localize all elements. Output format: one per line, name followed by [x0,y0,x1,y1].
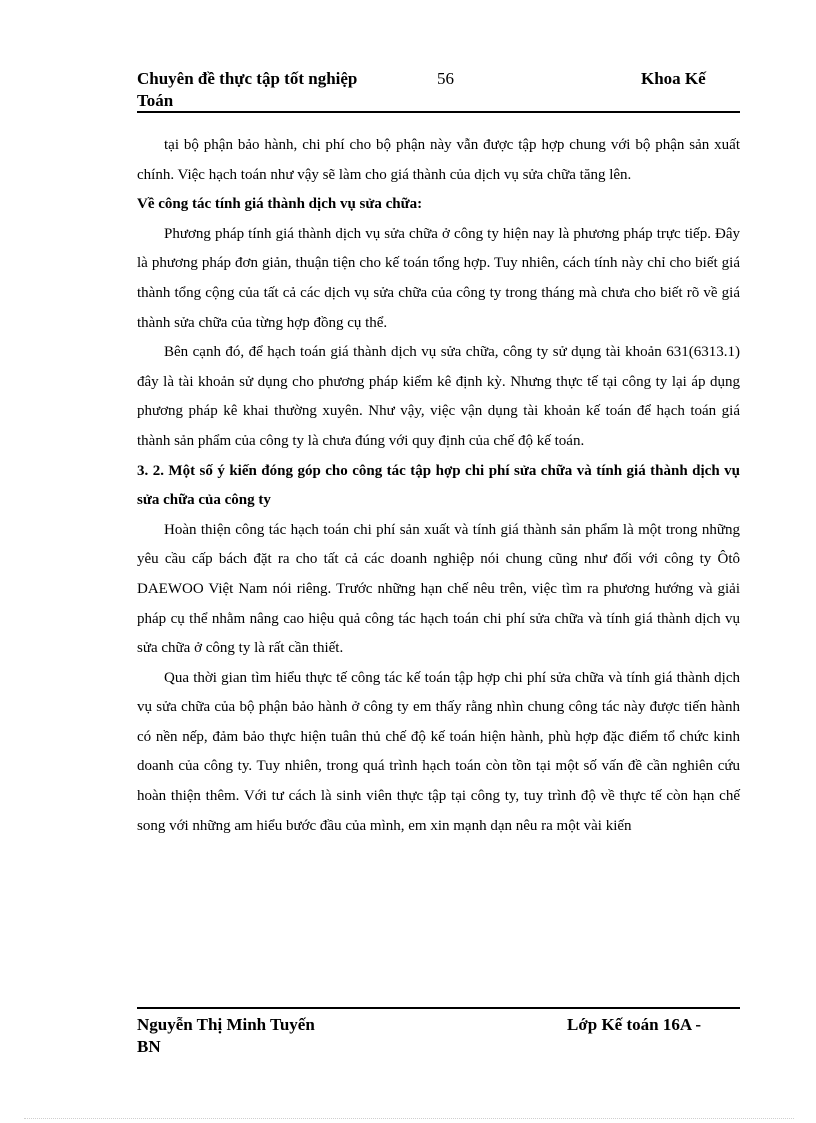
footer-rule [137,1007,740,1009]
section-heading-2: 3. 2. Một số ý kiến đóng góp cho công tác tập hợp chi phí sửa chữa và tính giá thành dịch vụ sửa chữa của công ty [137,462,740,509]
page-number: 56 [437,69,454,88]
paragraph-1: tại bộ phận bảo hành, chi phí cho bộ phận này vẫn được tập hợp chung với bộ phận sản xuất chính. Việc hạch toán như vậy sẽ làm cho giá thành của dịch vụ sửa chữa tăng lên. [137,137,740,183]
paragraph-5: Qua thời gian tìm hiểu thực tế công tác kế toán tập hợp chi phí sửa chữa và tính giá thành dịch vụ sửa chữa của bộ phận bảo hành ở công ty em thấy rằng nhìn chung công tác này được tiến hành có nền nếp, đảm bảo thực hiện tuân thủ chế độ kế toán hiện hành, phù hợp đặc điểm tổ chức kinh doanh của công ty. Tuy nhiên, trong quá trình hạch toán còn tồn tại một số vấn đề cần nghiên cứu hoàn thiện thêm. Với tư cách là sinh viên thực tập tại công ty, tuy trình độ về thực tế còn hạn chế song với những am hiểu bước đầu của mình, em xin mạnh dạn nêu ra một vài kiến [137,669,740,834]
paragraph-2: Phương pháp tính giá thành dịch vụ sửa chữa ở công ty hiện nay là phương pháp trực tiếp. Đây là phương pháp đơn giản, thuận tiện cho kế toán tổng hợp. Tuy nhiên, cách tính này chỉ cho biết giá thành tổng cộng của tất cả các dịch vụ sửa chữa của công ty trong tháng mà chưa cho biết rõ về giá thành sửa chữa của từng hợp đồng cụ thể. [137,225,740,331]
body-text [137,131,740,841]
paragraph-3: Bên cạnh đó, để hạch toán giá thành dịch vụ sửa chữa, công ty sử dụng tài khoản 631(6313.1) đây là tài khoản sử dụng cho phương pháp kiểm kê định kỳ. Nhưng thực tế tại công ty lại áp dụng phương pháp kê khai thường xuyên. Như vậy, việc vận dụng tài khoản kế toán để hạch toán giá thành sản phẩm của công ty là chưa đúng với quy định của chế độ kế toán. [137,344,740,449]
footer-class: Lớp Kế toán 16A - [567,1015,702,1034]
header-title-line2: Toán [137,91,174,110]
page-bottom-divider [24,1118,794,1119]
footer-author-line2: BN [137,1037,161,1056]
section-heading-1: Về công tác tính giá thành dịch vụ sửa chữa: [137,196,423,213]
footer-author-line1: Nguyễn Thị Minh Tuyến [137,1015,315,1034]
header-title [137,68,357,112]
paragraph-4: Hoàn thiện công tác hạch toán chi phí sản xuất và tính giá thành sản phẩm là một trong những yêu cầu cấp bách đặt ra cho tất cả các doanh nghiệp nói chung cũng như đối với công ty Ôtô DAEWOO Việt Nam nói riêng. Trước những hạn chế nêu trên, việc tìm ra phương hướng và giải pháp cụ thể nhằm nâng cao hiệu quả công tác hạch toán chi phí sửa chữa và tính giá thành dịch vụ sửa chữa ở công ty là rất cần thiết. [137,521,740,657]
footer-author [137,1014,315,1058]
header-title-line1: Chuyên đề thực tập tốt nghiệp [137,69,358,88]
header-rule [137,111,740,113]
header-department: Khoa Kế [641,69,706,88]
